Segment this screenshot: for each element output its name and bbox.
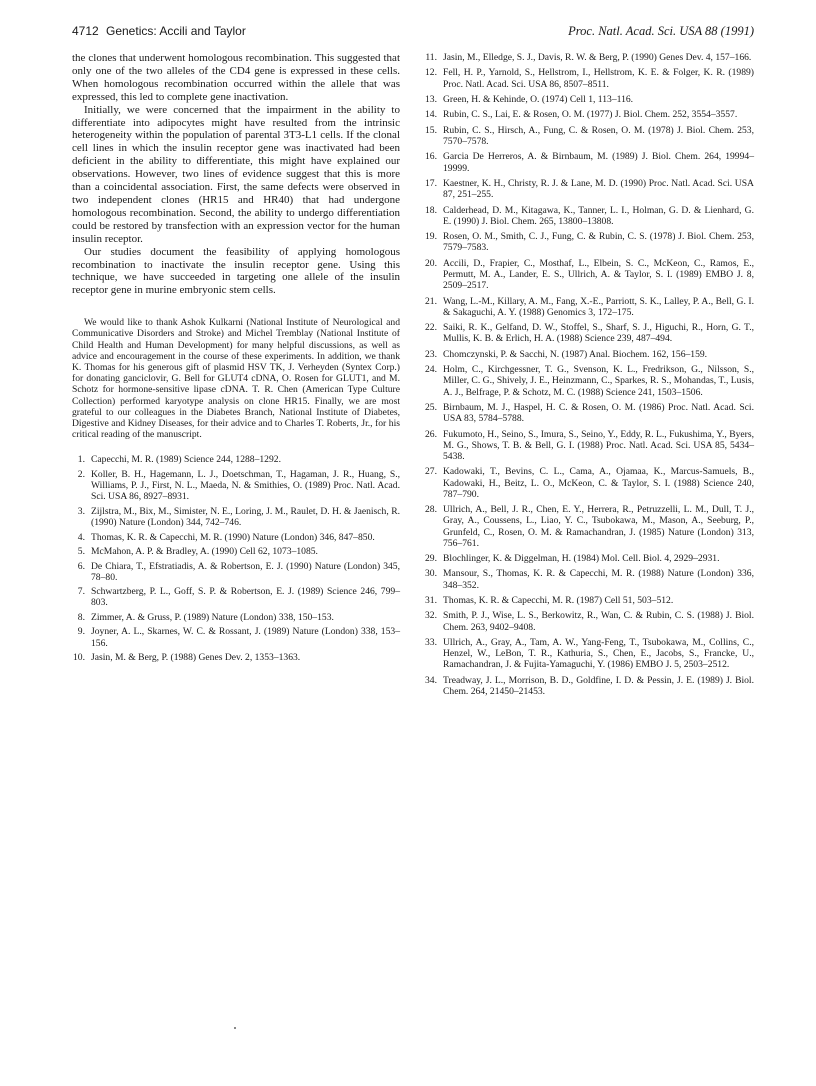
reference-text: Capecchi, M. R. (1989) Science 244, 1288–1292. [91, 454, 281, 466]
reference-number: 18. [425, 204, 437, 216]
reference-text: Thomas, K. R. & Capecchi, M. R. (1987) Cell 51, 503–512. [443, 595, 674, 607]
reference-number: 14. [425, 109, 437, 121]
reference-item [424, 94, 754, 105]
journal-citation: Proc. Natl. Acad. Sci. USA 88 (1991) [568, 24, 754, 38]
reference-number: 19. [425, 231, 437, 243]
reference-item [424, 637, 754, 671]
reference-text: Ullrich, A., Gray, A., Tam, A. W., Yang-Feng, T., Tsubokawa, M., Collins, C., Henzel, W., LeBon, T. R., Kathuria, S., Chen, E., Jacobs, S., Francke, U., Ramachandran, J. & Fujita-Yamaguchi, Y. (1986) EMBO J. 5, 2503–2512. [443, 637, 754, 671]
acknowledgments: We would like to thank Ashok Kulkarni (National Institute of Neurological and Communicative Disorders and Stroke) and Michel Tremblay (National Institute of Child Health and Human Development) for many helpful discussions, as well as advice and encouragement in the course of these experiments. In addition, we thank K. Thomas for his generous gift of plasmid HSV TK, J. Verheyden (Syntex Corp.) for donating ganciclovir, G. Bell for GLUT4 cDNA, O. Rosen for GLUT1, and M. Schotz for hormone-sensitive lipase cDNA. T. R. Chen (American Type Culture Collection) performed karyotype analysis on clone HR15. Finally, we are most grateful to our colleagues in the Diabetes Branch, National Institute of Diabetes, Digestive and Kidney Diseases, for their advice and to Charles T. Roberts, Jr., for his critical reading of the manuscript. [72, 317, 400, 441]
reference-item [424, 553, 754, 564]
reference-list-left [72, 454, 400, 663]
reference-item [424, 125, 754, 147]
reference-number: 30. [425, 568, 437, 580]
body-paragraph: the clones that underwent homologous recombination. This suggested that only one of the two alleles of the CD4 gene is expressed in these cells. When homologous recombination occurred within the allele that was expressed, this led to complete gene inactivation. [72, 52, 400, 103]
reference-number: 16. [425, 151, 437, 163]
reference-item [72, 626, 400, 648]
reference-item [72, 532, 400, 543]
reference-item [424, 349, 754, 360]
reference-text: Saiki, R. K., Gelfand, D. W., Stoffel, S., Sharf, S. J., Higuchi, R., Horn, G. T., Mullis, K. B. & Erlich, H. A. (1988) Science 239, 487–494. [443, 322, 754, 345]
reference-item [424, 610, 754, 632]
reference-item [72, 586, 400, 608]
reference-text: Chomczynski, P. & Sacchi, N. (1987) Anal. Biochem. 162, 156–159. [443, 348, 708, 360]
reference-text: Thomas, K. R. & Capecchi, M. R. (1990) Nature (London) 346, 847–850. [91, 531, 375, 543]
reference-text: Zijlstra, M., Bix, M., Simister, N. E., Loring, J. M., Raulet, D. H. & Jaenisch, R. (1990) Nature (London) 344, 742–746. [91, 505, 400, 529]
reference-text: Schwartzberg, P. L., Goff, S. P. & Robertson, E. J. (1989) Science 246, 799–803. [91, 586, 400, 609]
reference-number: 4. [77, 531, 85, 543]
reference-text: Wang, L.-M., Killary, A. M., Fang, X.-E., Parriott, S. K., Lalley, P. A., Bell, G. I. & Sakaguchi, A. Y. (1988) Genomics 3, 172–175. [443, 295, 754, 318]
reference-text: Calderhead, D. M., Kitagawa, K., Tanner, L. I., Holman, G. D. & Lienhard, G. E. (1990) J. Biol. Chem. 265, 13800–13808. [443, 204, 754, 227]
reference-item [424, 52, 754, 63]
reference-number: 15. [425, 124, 437, 136]
reference-text: Garcia De Herreros, A. & Birnbaum, M. (1989) J. Biol. Chem. 264, 19994–19999. [443, 151, 754, 174]
reference-item [424, 595, 754, 606]
reference-number: 23. [425, 348, 437, 360]
reference-item [424, 109, 754, 120]
reference-text: Jasin, M. & Berg, P. (1988) Genes Dev. 2, 1353–1363. [91, 652, 301, 664]
reference-item [424, 67, 754, 89]
reference-number: 22. [425, 322, 437, 334]
reference-number: 31. [425, 595, 437, 607]
reference-number: 10. [73, 652, 85, 664]
reference-number: 11. [425, 52, 437, 63]
reference-text: Zimmer, A. & Gruss, P. (1989) Nature (London) 338, 150–153. [91, 611, 334, 623]
reference-text: Fukumoto, H., Seino, S., Imura, S., Seino, Y., Eddy, R. L., Fukushima, Y., Byers, M. G., Shows, T. B. & Bell, G. I. (1988) Proc. Natl. Acad. Sci. USA 85, 5434–5438. [443, 428, 754, 462]
reference-number: 33. [425, 637, 437, 649]
right-column [424, 52, 754, 701]
reference-text: Koller, B. H., Hagemann, L. J., Doetschman, T., Hagaman, J. R., Huang, S., Williams, P. J., First, N. L., Maeda, N. & Smithies, O. (1989) Proc. Natl. Acad. Sci. USA 86, 8927–8931. [91, 468, 400, 503]
reference-text: Rubin, C. S., Hirsch, A., Fung, C. & Rosen, O. M. (1978) J. Biol. Chem. 253, 7570–7578. [443, 124, 754, 147]
reference-item [72, 469, 400, 503]
reference-item [72, 612, 400, 623]
reference-text: Kadowaki, T., Bevins, C. L., Cama, A., Ojamaa, K., Marcus-Samuels, B., Kadowaki, H., Beitz, L. O., McKeon, C. & Taylor, S. I. (1988) Science 240, 787–790. [443, 466, 754, 500]
reference-number: 27. [425, 466, 437, 478]
reference-number: 7. [77, 586, 85, 598]
reference-number: 34. [425, 674, 437, 686]
body-paragraph: Initially, we were concerned that the impairment in the ability to differentiate into adipocytes might have resulted from the intrinsic heterogeneity within the population of parental 3T3-L1 cells. If the clonal cell lines in which the insulin receptor gene was inactivated had been deficient in the ability to differentiate, this might have explained our observations. However, two lines of evidence suggest that this is more than a coincidental association. First, the same defects were observed in two independent clones (HR15 and HR40) that had undergone homologous recombination. Second, the ability to undergo differentiation could be restored by transfection with an expression vector for the human insulin receptor. [72, 103, 400, 245]
page-mark [234, 1027, 236, 1029]
reference-text: Smith, P. J., Wise, L. S., Berkowitz, R., Wan, C. & Rubin, C. S. (1988) J. Biol. Chem. 263, 9402–9408. [443, 610, 754, 633]
reference-text: Mansour, S., Thomas, K. R. & Capecchi, M. R. (1988) Nature (London) 336, 348–352. [443, 568, 754, 591]
reference-item [424, 568, 754, 590]
reference-item [424, 504, 754, 549]
reference-number: 9. [77, 626, 85, 638]
reference-text: McMahon, A. P. & Bradley, A. (1990) Cell 62, 1073–1085. [91, 546, 318, 558]
reference-list-right [424, 52, 754, 697]
reference-text: Joyner, A. L., Skarnes, W. C. & Rossant, J. (1989) Nature (London) 338, 153–156. [91, 626, 400, 649]
reference-text: Blochlinger, K. & Diggelman, H. (1984) Mol. Cell. Biol. 4, 2929–2931. [443, 553, 720, 565]
reference-number: 20. [425, 257, 437, 269]
reference-text: Ullrich, A., Bell, J. R., Chen, E. Y., Herrera, R., Petruzzelli, L. M., Dull, T. J., Gray, A., Coussens, L., Liao, Y. C., Tsubokawa, M., Mason, A., Seeburg, P., Grunfeld, C., Rosen, O. M. & Ramachandran, J. (1985) Nature (London) 313, 756–761. [443, 504, 754, 549]
reference-number: 8. [77, 611, 85, 623]
reference-text: Accili, D., Frapier, C., Mosthaf, L., Elbein, S. C., McKeon, C., Ramos, E., Permutt, M. A., Lander, E. S., Ullrich, A. & Taylor, S. I. (1989) EMBO J. 8, 2509–2517. [443, 257, 754, 292]
left-column [72, 52, 400, 667]
reference-item [72, 652, 400, 663]
reference-text: Holm, C., Kirchgessner, T. G., Svenson, K. L., Fredrikson, G., Nilsson, S., Miller, C. G., Shively, J. E., Heinzmann, C., Sparkes, R. S., Mohandas, T., Lusis, A. J., Belfrage, P. & Schotz, M. C. (1988) Science 241, 1503–1506. [443, 364, 754, 398]
reference-number: 12. [425, 67, 437, 79]
reference-item [424, 322, 754, 344]
body-paragraph: Our studies document the feasibility of applying homologous recombination to inactivate the insulin receptor gene. Using this technique, we have succeeded in targeting one allele of the insulin receptor gene in murine embryonic stem cells. [72, 245, 400, 297]
reference-item [424, 258, 754, 292]
reference-number: 29. [425, 553, 437, 565]
running-head: Genetics: Accili and Taylor [106, 24, 246, 38]
reference-item [72, 454, 400, 465]
reference-text: Fell, H. P., Yarnold, S., Hellstrom, I., Hellstrom, K. E. & Folger, K. R. (1989) Proc. Natl. Acad. Sci. USA 86, 8507–8511. [443, 67, 754, 90]
reference-item [424, 675, 754, 697]
reference-text: Treadway, J. L., Morrison, B. D., Goldfine, I. D. & Pessin, J. E. (1989) J. Biol. Chem. 264, 21450–21453. [443, 674, 754, 698]
reference-number: 17. [425, 177, 437, 189]
page-header [72, 24, 754, 40]
reference-item [424, 178, 754, 200]
page-number: 4712 [72, 24, 99, 38]
reference-text: Kaestner, K. H., Christy, R. J. & Lane, M. D. (1990) Proc. Natl. Acad. Sci. USA 87, 251–255. [443, 177, 754, 201]
reference-number: 1. [77, 454, 85, 466]
reference-text: Rosen, O. M., Smith, C. J., Fung, C. & Rubin, C. S. (1978) J. Biol. Chem. 253, 7579–7583. [443, 231, 754, 254]
reference-number: 5. [77, 546, 85, 558]
reference-item [424, 429, 754, 463]
reference-item [424, 364, 754, 398]
reference-item [424, 151, 754, 173]
reference-number: 26. [425, 428, 437, 440]
reference-number: 3. [77, 505, 85, 517]
reference-number: 6. [77, 560, 85, 572]
reference-number: 25. [425, 401, 437, 413]
reference-item [424, 205, 754, 227]
reference-text: De Chiara, T., Efstratiadis, A. & Robertson, E. J. (1990) Nature (London) 345, 78–80. [91, 560, 400, 583]
reference-item [424, 231, 754, 253]
reference-number: 13. [425, 93, 437, 105]
reference-item [424, 296, 754, 318]
reference-number: 24. [425, 364, 437, 376]
reference-item [424, 402, 754, 424]
reference-text: Rubin, C. S., Lai, E. & Rosen, O. M. (1977) J. Biol. Chem. 252, 3554–3557. [443, 109, 738, 121]
reference-text: Green, H. & Kehinde, O. (1974) Cell 1, 113–116. [443, 93, 634, 105]
reference-item [72, 561, 400, 583]
reference-text: Jasin, M., Elledge, S. J., Davis, R. W. & Berg, P. (1990) Genes Dev. 4, 157–166. [443, 52, 752, 63]
reference-text: Birnbaum, M. J., Haspel, H. C. & Rosen, O. M. (1986) Proc. Natl. Acad. Sci. USA 83, 5784–5788. [443, 401, 754, 425]
reference-item [72, 546, 400, 557]
reference-number: 32. [425, 610, 437, 622]
reference-number: 21. [425, 295, 437, 307]
reference-number: 28. [425, 504, 437, 516]
reference-number: 2. [77, 468, 85, 480]
reference-item [424, 466, 754, 500]
reference-item [72, 506, 400, 528]
